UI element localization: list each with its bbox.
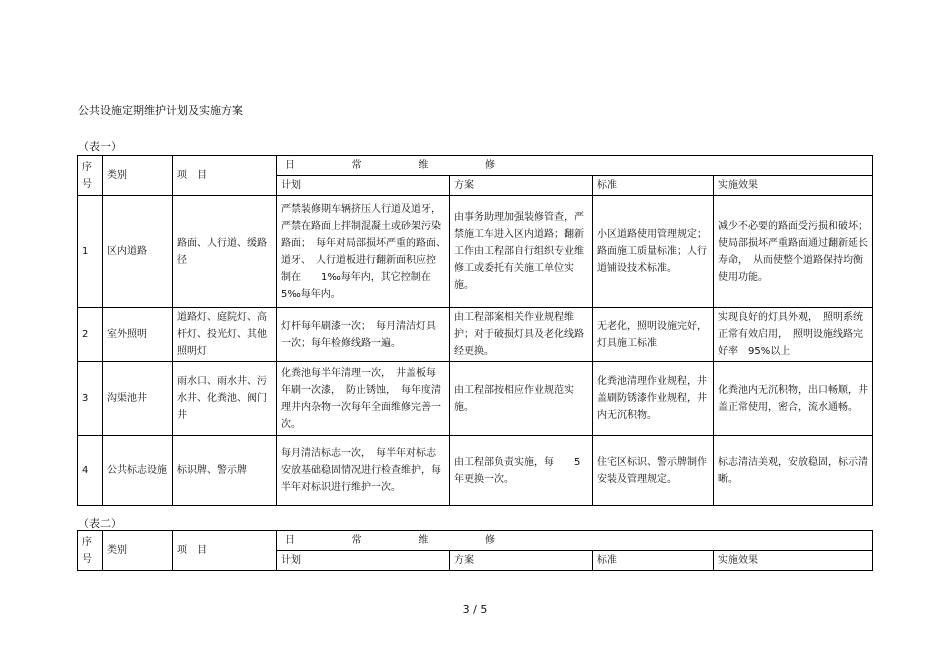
cell-plan: 每月清洁标志一次， 每半年对标志安放基础稳固情况进行检查维护，每半年对标识进行维护一次。 bbox=[277, 436, 450, 506]
cell-plan: 化粪池每半年清理一次， 井盖板每年刷一次漆， 防止锈蚀， 每年度清理井内杂物一次每年全面维修完善一次。 bbox=[277, 362, 450, 436]
cell-seq: 2 bbox=[78, 308, 103, 362]
cell-category: 公共标志设施 bbox=[103, 436, 173, 506]
cell-plan: 灯杆每年刷漆一次； 每月清洁灯具一次；每年检修线路一遍。 bbox=[277, 308, 450, 362]
cell-seq: 4 bbox=[78, 436, 103, 506]
header-scheme: 方案 bbox=[450, 176, 593, 196]
header-item: 项 目 bbox=[173, 531, 277, 571]
header-standard: 标准 bbox=[593, 176, 714, 196]
header-effect: 实施效果 bbox=[714, 551, 873, 571]
page-number: 3 / 5 bbox=[462, 603, 488, 616]
cell-scheme: 由事务助理加强装修管查，严禁施工车进入区内道路；翻新工作由工程部自行组织专业维修工或委托有关施工单位实施。 bbox=[450, 196, 593, 308]
header-group-char: 常 bbox=[351, 160, 362, 171]
document-title: 公共设施定期维护计划及实施方案 bbox=[78, 104, 243, 117]
table-row bbox=[78, 196, 873, 308]
table2-caption: （表二） bbox=[78, 517, 122, 530]
header-category: 类别 bbox=[103, 531, 173, 571]
header-group-char: 维 bbox=[418, 160, 429, 171]
header-scheme: 方案 bbox=[450, 551, 593, 571]
maintenance-plan-table-1 bbox=[77, 155, 873, 506]
cell-item: 雨水口、雨水井、污水井、化粪池、阀门井 bbox=[173, 362, 277, 436]
cell-scheme: 由工程部负责实施，每 5年更换一次。 bbox=[450, 436, 593, 506]
header-effect: 实施效果 bbox=[714, 176, 873, 196]
cell-category: 区内道路 bbox=[103, 196, 173, 308]
cell-plan: 严禁装修期车辆挤压人行道及道牙，严禁在路面上拌制混凝土或砂架污染路面； 每年对局部损坏严重的路面、 道牙、 人行道板进行翻新面积应控制在 1‰每年内，其它控制在 5‰每年内。 bbox=[277, 196, 450, 308]
header-group-char: 维 bbox=[418, 535, 429, 546]
header-daily-maintenance bbox=[277, 531, 873, 551]
cell-scheme: 由工程部按相应作业规范实施。 bbox=[450, 362, 593, 436]
header-seq: 序号 bbox=[78, 156, 103, 196]
cell-effect: 实现良好的灯具外观， 照明系统正常有效启用， 照明设施线路完好率 95%以上 bbox=[714, 308, 873, 362]
header-group-char: 修 bbox=[484, 160, 495, 171]
cell-item: 路面、人行道、缓路径 bbox=[173, 196, 277, 308]
cell-item: 标识牌、警示牌 bbox=[173, 436, 277, 506]
table-row bbox=[78, 436, 873, 506]
cell-standard: 住宅区标识、警示牌制作安装及管理规定。 bbox=[593, 436, 714, 506]
cell-scheme: 由工程部案相关作业规程维护；对于破损灯具及老化线路经更换。 bbox=[450, 308, 593, 362]
header-group-char: 修 bbox=[484, 535, 495, 546]
header-plan: 计划 bbox=[277, 176, 450, 196]
cell-category: 室外照明 bbox=[103, 308, 173, 362]
table-row bbox=[78, 308, 873, 362]
header-standard: 标准 bbox=[593, 551, 714, 571]
cell-standard: 无老化，照明设施完好，灯具施工标准 bbox=[593, 308, 714, 362]
header-group-char: 日 bbox=[285, 160, 295, 171]
cell-effect: 减少不必要的路面受污损和破坏；使局部损坏严重路面通过翻新延长寿命， 从而使整个道路保持均衡使用功能。 bbox=[714, 196, 873, 308]
table1-caption: （表一） bbox=[78, 140, 122, 153]
header-daily-maintenance bbox=[277, 156, 873, 176]
cell-item: 道路灯、庭院灯、高杆灯、投光灯、其他照明灯 bbox=[173, 308, 277, 362]
header-seq: 序号 bbox=[78, 531, 103, 571]
maintenance-plan-table-2 bbox=[77, 530, 873, 571]
cell-effect: 标志清洁美观，安放稳固，标示清晰。 bbox=[714, 436, 873, 506]
cell-category: 沟渠池井 bbox=[103, 362, 173, 436]
header-group-char: 常 bbox=[351, 535, 362, 546]
cell-standard: 小区道路使用管理规定；路面施工质量标准；人行道铺设技术标准。 bbox=[593, 196, 714, 308]
header-plan: 计划 bbox=[277, 551, 450, 571]
header-category: 类别 bbox=[103, 156, 173, 196]
table-row bbox=[78, 362, 873, 436]
cell-effect: 化粪池内无沉积物，出口畅顺，井盖正常使用，密合，流水通畅。 bbox=[714, 362, 873, 436]
cell-seq: 1 bbox=[78, 196, 103, 308]
cell-standard: 化粪池清理作业规程，井盖刷防锈漆作业规程，井内无沉积物。 bbox=[593, 362, 714, 436]
cell-seq: 3 bbox=[78, 362, 103, 436]
header-group-char: 日 bbox=[285, 535, 295, 546]
header-item: 项 目 bbox=[173, 156, 277, 196]
